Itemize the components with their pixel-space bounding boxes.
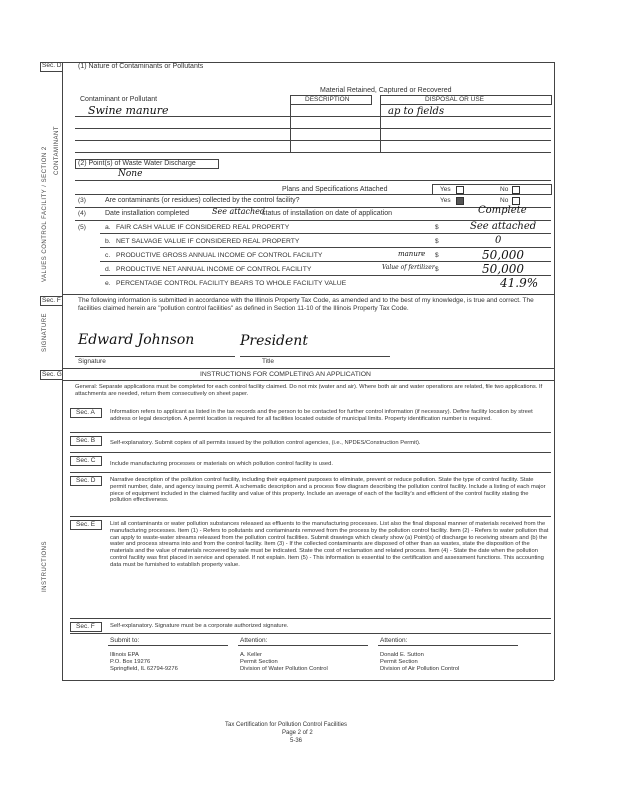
row5e-letter: e. bbox=[105, 280, 111, 287]
instr-sec-f-line bbox=[70, 633, 551, 634]
hand-contaminant: Swine manure bbox=[88, 104, 169, 117]
page-right-rule bbox=[554, 62, 555, 680]
row5b-text: NET SALVAGE VALUE IF CONSIDERED REAL PROPERTY bbox=[116, 238, 300, 245]
row5e-val: 41.9% bbox=[500, 276, 539, 290]
footer-line1: Tax Certification for Pollution Control Facilities bbox=[225, 722, 348, 728]
row5d-dollar: $ bbox=[435, 266, 439, 273]
row5b-letter: b. bbox=[105, 238, 111, 245]
row5d-letter: d. bbox=[105, 266, 111, 273]
sec-g-heading-line bbox=[62, 380, 554, 381]
instr-sec-d-line bbox=[70, 516, 551, 517]
row5c-dollar: $ bbox=[435, 252, 439, 259]
row4-number: (4) bbox=[78, 210, 86, 217]
addr2-line2: Permit Section bbox=[240, 659, 278, 665]
attention2-label: Attention: bbox=[380, 637, 408, 644]
sec-f-text: The following information is submitted in accordance with the Illinois Property Tax Code, as amended and to the best of my knowledge, is true and correct. The facilities claimed herein are "pollution control facilities" as defined in Section 11-10 of the Illinois Property Tax Code. bbox=[78, 297, 534, 312]
row3-no: No bbox=[500, 197, 509, 204]
instr-sec-d-text: Narrative description of the pollution control facility, including their equipment purposes to eliminate, prevent or reduce pollution. State the type of control facility. State permit number, date, and agency issuing permit. A schematic description and a process flow diagram describing the pollution control facility. Include a listing of each major piece of equipment included in the claimed facility and value of this property. Include an average of each of the facility's and efficient of the control facility stating the pollution effectiveness. bbox=[110, 477, 546, 504]
hand-disposal: ap to fields bbox=[388, 106, 445, 117]
page-bottom-rule bbox=[62, 680, 554, 681]
row5d-val: 50,000 bbox=[482, 262, 524, 276]
footer-line2: Page 2 of 2 bbox=[282, 730, 313, 736]
row5a-hand: See attached bbox=[470, 221, 537, 232]
row3-top-line bbox=[75, 194, 551, 195]
col-disposal: DISPOSAL OR USE bbox=[425, 96, 484, 103]
hand-title: President bbox=[240, 333, 308, 349]
hand-signature: Edward Johnson bbox=[78, 332, 195, 348]
row5-label: (5) bbox=[78, 224, 86, 231]
instr-sec-e-line bbox=[70, 618, 551, 619]
instr-sec-a-line bbox=[70, 432, 551, 433]
instr-sec-b-line bbox=[70, 452, 551, 453]
sec-d-vertical-label2: CONTAMINANT bbox=[54, 125, 60, 175]
row5b-hand: 0 bbox=[495, 235, 502, 246]
row3-text: Are contaminants (or residues) collected by the control facility? bbox=[105, 197, 300, 204]
row3-number: (3) bbox=[78, 197, 86, 204]
row5c-hand: manure bbox=[398, 250, 426, 258]
instr-sec-f-label: Sec. F bbox=[76, 623, 95, 630]
instr-sec-d-label: Sec. D bbox=[76, 477, 96, 484]
addr2-line3: Division of Water Pollution Control bbox=[240, 666, 328, 672]
row5d-hand: Value of fertilizer bbox=[382, 264, 435, 271]
instr-sec-e-label: Sec. E bbox=[76, 521, 96, 528]
row5b-dollar: $ bbox=[435, 238, 439, 245]
hand-point: None bbox=[118, 169, 143, 179]
sec-f-label: Sec. F bbox=[42, 297, 61, 304]
sec-d-vertical-label: VALUES CONTROL FACILITY / SECTION 2 bbox=[42, 146, 48, 282]
attention1-label: Attention: bbox=[240, 637, 268, 644]
discharge-line bbox=[75, 180, 551, 181]
point-of-discharge: (2) Point(s) of Waste Water Discharge bbox=[78, 160, 196, 167]
instr-sec-c-label: Sec. C bbox=[76, 457, 96, 464]
instr-sec-e-text: List all contaminants or water pollution substances released as effluents to the manufacturing processes. List also the final disposal manner of materials received from the manufacturing processes. Item (1) - Refers to pollutants and contaminants removed from the process by the pollution control facility. Item (2) - Refers to water pollution that can apply to waste-water streams released from the pollution control facilities. Submit drawings which clearly show (a) Point(s) of discharge to receiving stream and (b) the water and process streams into and from the control facility. Item (3) - If the collected contaminants are disposed of other than as wastes, state the disposition of the materials and the value of materials recovered by sale must be indicated. State the cost of reclamation and related process. Item (4) - State the date when the pollution control facility was first placed in service and operated. If not explain. Item (5) - This information is essential to the certification and assessment functions. This accounting data must be furnished to establish property value. bbox=[110, 521, 549, 568]
col-divider-1 bbox=[290, 103, 291, 152]
signature-line bbox=[75, 356, 235, 357]
sec-f-vertical-label: SIGNATURE bbox=[42, 312, 48, 352]
col-description: DESCRIPTION bbox=[305, 96, 350, 103]
row4-hand: See attached bbox=[212, 207, 265, 216]
instr-sec-a-label: Sec. A bbox=[76, 409, 95, 416]
row5a-text: FAIR CASH VALUE IF CONSIDERED REAL PROPERTY bbox=[116, 224, 290, 231]
submit-to-label: Submit to: bbox=[110, 637, 140, 644]
sec-f-bottom-line bbox=[62, 368, 554, 369]
instr-sec-b-label: Sec. B bbox=[76, 437, 96, 444]
sec-d-label: Sec. D bbox=[42, 62, 62, 69]
addr1-line1: Illinois EPA bbox=[110, 652, 139, 658]
row5a-letter: a. bbox=[105, 224, 111, 231]
sec-g-label: Sec. G bbox=[42, 371, 62, 378]
submit-line-2 bbox=[238, 645, 368, 646]
plans-no: No bbox=[500, 186, 509, 193]
row3-no-checkbox[interactable] bbox=[512, 197, 520, 205]
sec-g-vertical-label: INSTRUCTIONS bbox=[42, 541, 48, 592]
addr3-line2: Permit Section bbox=[380, 659, 418, 665]
row5a-dollar: $ bbox=[435, 224, 439, 231]
row3-yes: Yes bbox=[440, 197, 451, 204]
addr1-line3: Springfield, IL 62794-9276 bbox=[110, 666, 178, 672]
plans-label: Plans and Specifications Attached bbox=[282, 186, 388, 193]
row5a-line bbox=[100, 233, 551, 234]
row5c-letter: c. bbox=[105, 252, 111, 259]
instr-sec-a-text: Information refers to applicant as listed in the tax records and the person to be contacted for further control information (if necessary). Define facility location by street address or legal description. A permit location is required for all facilities located outside of municipal limits. Property identification number is required. bbox=[110, 409, 533, 422]
contaminant-row-line-1 bbox=[75, 116, 551, 117]
instr-sec-f-text: Self-explanatory. Signature must be a corporate authorized signature. bbox=[110, 623, 289, 629]
contaminant-row-line-2 bbox=[75, 128, 551, 129]
sec-d-title: (1) Nature of Contaminants or Pollutants bbox=[78, 63, 204, 70]
row3-yes-checkbox[interactable] bbox=[456, 197, 464, 205]
col-contaminant: Contaminant or Pollutant bbox=[80, 96, 158, 103]
plans-yes: Yes bbox=[440, 186, 451, 193]
row4-tail: status of installation on date of application bbox=[262, 210, 392, 217]
addr3-line3: Division of Air Pollution Control bbox=[380, 666, 460, 672]
addr3-line1: Donald E. Sutton bbox=[380, 652, 424, 658]
addr1-line2: P.O. Box 19276 bbox=[110, 659, 151, 665]
contaminant-row-line-4 bbox=[75, 152, 551, 153]
addr2-line1: A. Keller bbox=[240, 652, 262, 658]
sec-g-heading: INSTRUCTIONS FOR COMPLETING AN APPLICATION bbox=[200, 371, 371, 378]
sec-d-bottom-line bbox=[62, 294, 554, 295]
title-label: Title bbox=[262, 358, 275, 365]
instr-sec-c-text: Include manufacturing processes or materials on which pollution control facility is used. bbox=[110, 461, 333, 467]
submit-line-3 bbox=[378, 645, 518, 646]
row5d-line bbox=[100, 275, 551, 276]
submit-line-1 bbox=[108, 645, 228, 646]
row5e-text: PERCENTAGE CONTROL FACILITY BEARS TO WHOLE FACILITY VALUE bbox=[116, 280, 347, 287]
sec-g-general: General: Separate applications must be completed for each control facility claimed. Do not mix (water and air). Where both air and water operations are related, file two applications. If attachments are needed, return them consecutively on sheet paper. bbox=[75, 384, 543, 397]
instr-sec-c-line bbox=[70, 472, 551, 473]
instr-sec-b-text: Self-explanatory. Submit copies of all permits issued by the pollution control agencies, (i.e., NPDES/Construction Permit). bbox=[110, 440, 421, 446]
footer-line3: 5-36 bbox=[290, 738, 303, 744]
row4-text: Date installation completed bbox=[105, 210, 190, 217]
row4-hand2: Complete bbox=[478, 205, 527, 216]
col-divider-2 bbox=[380, 103, 381, 152]
plans-yes-checkbox[interactable] bbox=[456, 186, 464, 194]
title-line bbox=[240, 356, 390, 357]
plans-no-checkbox[interactable] bbox=[512, 186, 520, 194]
row5c-text: PRODUCTIVE GROSS ANNUAL INCOME OF CONTROL FACILITY bbox=[116, 252, 323, 259]
row5d-text: PRODUCTIVE NET ANNUAL INCOME OF CONTROL FACILITY bbox=[116, 266, 312, 273]
contaminant-row-line-3 bbox=[75, 140, 551, 141]
material-header: Material Retained, Captured or Recovered bbox=[320, 87, 452, 94]
row5c-val: 50,000 bbox=[482, 248, 524, 262]
signature-label: Signature bbox=[78, 358, 106, 365]
